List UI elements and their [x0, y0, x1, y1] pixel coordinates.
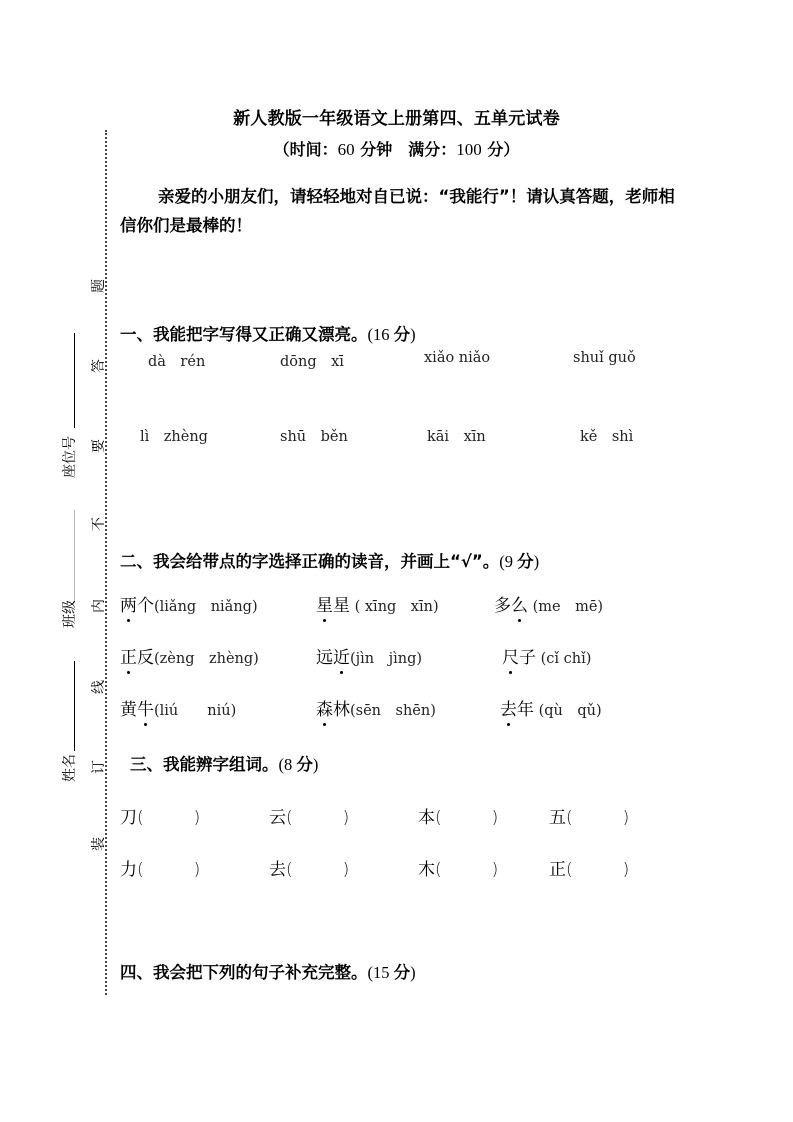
exam-info: [0, 137, 793, 160]
pinyin-ke-shi: kě shì: [580, 429, 634, 445]
name-field[interactable]: [74, 661, 75, 751]
pinyin-options[interactable]: (liú niú): [154, 703, 237, 719]
time-unit: 分钟 满分：: [354, 140, 457, 159]
open-paren: (: [137, 808, 144, 828]
name-label: 姓名: [62, 754, 78, 782]
pinyin-shui-guo: shuǐ guǒ: [573, 350, 636, 366]
time-value: 60: [337, 140, 355, 159]
open-paren: (: [435, 860, 442, 880]
close-paren: ): [193, 860, 201, 880]
dotted-char: 近: [333, 643, 350, 668]
dotted-char: 牛: [137, 695, 154, 720]
char: 正: [549, 860, 566, 880]
margin-char-nei: 内: [91, 599, 107, 613]
seat-number-field[interactable]: [74, 333, 75, 428]
word-item-wu[interactable]: [549, 803, 629, 828]
close-paren: ): [342, 808, 350, 828]
char: 力: [120, 860, 137, 880]
word-item-li[interactable]: [120, 855, 200, 880]
pinyin-xiao-niao: xiǎo niǎo: [424, 350, 491, 366]
pinyin-da-ren: dà rén: [148, 354, 206, 370]
pinyin-li-zheng: lì zhèng: [140, 429, 208, 445]
close-paren: ): [342, 860, 350, 880]
class-label: 班级: [62, 600, 78, 628]
intro-text: 亲爱的小朋友们，请轻轻地对自已说：“我能行”！请认真答题，老师相信你们是最棒的！: [120, 187, 675, 235]
margin-char-ding: 订: [91, 760, 107, 774]
word-item-dao[interactable]: [120, 803, 200, 828]
char: 年: [517, 700, 534, 720]
margin-char-zhuang: 装: [91, 837, 107, 851]
pinyin-options[interactable]: (liǎng niǎng): [154, 599, 258, 615]
score-value: 100: [456, 140, 482, 159]
choice-item-niu[interactable]: [120, 695, 236, 720]
char: 远: [316, 648, 333, 668]
char: 刀: [120, 808, 137, 828]
pinyin-options[interactable]: (cǐ chǐ): [536, 651, 592, 667]
binding-dotted-line: [105, 130, 107, 995]
section1-points: (16 分): [367, 325, 416, 344]
open-paren: (: [137, 860, 144, 880]
close-paren: ): [491, 860, 499, 880]
margin-char-xian: 线: [91, 680, 107, 694]
pinyin-options[interactable]: ( xīng xīn): [350, 599, 439, 615]
char: 个: [137, 596, 154, 616]
choice-item-qu[interactable]: [500, 695, 602, 720]
section3-title: 三、我能辨字组词。: [130, 755, 279, 774]
open-paren: (: [435, 808, 442, 828]
open-paren: (: [286, 860, 293, 880]
word-item-qu[interactable]: [269, 855, 349, 880]
dotted-char: 星: [316, 591, 333, 616]
dotted-char: 两: [120, 591, 137, 616]
dotted-char: 尺: [502, 643, 519, 668]
section1-heading: [120, 321, 416, 345]
pinyin-options[interactable]: (qù qǔ): [534, 703, 602, 719]
pinyin-shu-ben: shū běn: [280, 429, 348, 445]
class-field[interactable]: [74, 510, 75, 600]
word-item-mu[interactable]: [418, 855, 498, 880]
section2-title: 二、我会给带点的字选择正确的读音，并画上“√”。: [120, 552, 500, 571]
dotted-char: 正: [120, 643, 137, 668]
section4-title: 四、我会把下列的句子补充完整。: [120, 963, 368, 982]
open-paren: (: [566, 808, 573, 828]
char: 林: [333, 700, 350, 720]
word-item-ben[interactable]: [418, 803, 498, 828]
margin-char-bu: 不: [91, 517, 107, 531]
choice-item-jin[interactable]: [316, 643, 422, 668]
word-item-zheng[interactable]: [549, 855, 629, 880]
choice-item-sen[interactable]: [316, 695, 436, 720]
char: 多: [494, 596, 511, 616]
section4-points: (15 分): [367, 963, 416, 982]
char: 子: [519, 648, 536, 668]
char: 本: [418, 808, 435, 828]
section1-title: 一、我能把字写得又正确又漂亮。: [120, 325, 368, 344]
pinyin-options[interactable]: (me mē): [528, 599, 604, 615]
choice-item-liang[interactable]: [120, 591, 258, 616]
char: 木: [418, 860, 435, 880]
section3-heading: [130, 751, 318, 775]
close-paren: ): [193, 808, 201, 828]
margin-char-da: 答: [91, 359, 107, 373]
page-title: 新人教版一年级语文上册第四、五单元试卷: [233, 109, 560, 129]
char: 反: [137, 648, 154, 668]
dotted-char: 去: [500, 695, 517, 720]
pinyin-options[interactable]: (zèng zhèng): [154, 651, 259, 667]
open-paren: (: [566, 860, 573, 880]
pinyin-options[interactable]: (sēn shēn): [350, 703, 436, 719]
seat-number-label: 座位号: [62, 436, 78, 478]
choice-item-chi[interactable]: [502, 643, 591, 668]
pinyin-options[interactable]: (jìn jìng): [350, 651, 423, 667]
score-unit: 分）: [481, 140, 520, 159]
close-paren: ): [622, 860, 630, 880]
open-paren: (: [286, 808, 293, 828]
choice-item-zheng[interactable]: [120, 643, 259, 668]
margin-char-ti: 题: [91, 279, 107, 293]
pinyin-dong-xi: dōng xī: [280, 354, 344, 370]
close-paren: ): [491, 808, 499, 828]
pinyin-kai-xin: kāi xīn: [427, 429, 486, 445]
choice-item-xing[interactable]: [316, 591, 439, 616]
section4-heading: [120, 959, 416, 983]
word-item-yun[interactable]: [269, 803, 349, 828]
char: 星: [333, 596, 350, 616]
section2-points: (9 分): [499, 552, 540, 571]
dotted-char: 森: [316, 695, 333, 720]
char: 黄: [120, 700, 137, 720]
choice-item-me[interactable]: [494, 591, 603, 616]
char: 五: [549, 808, 566, 828]
dotted-char: 么: [511, 591, 528, 616]
char: 去: [269, 860, 286, 880]
section3-points: (8 分): [278, 755, 319, 774]
close-paren: ): [622, 808, 630, 828]
margin-char-yao: 要: [91, 439, 107, 453]
char: 云: [269, 808, 286, 828]
section2-heading: [120, 548, 539, 572]
time-label: （时间：: [273, 140, 338, 159]
